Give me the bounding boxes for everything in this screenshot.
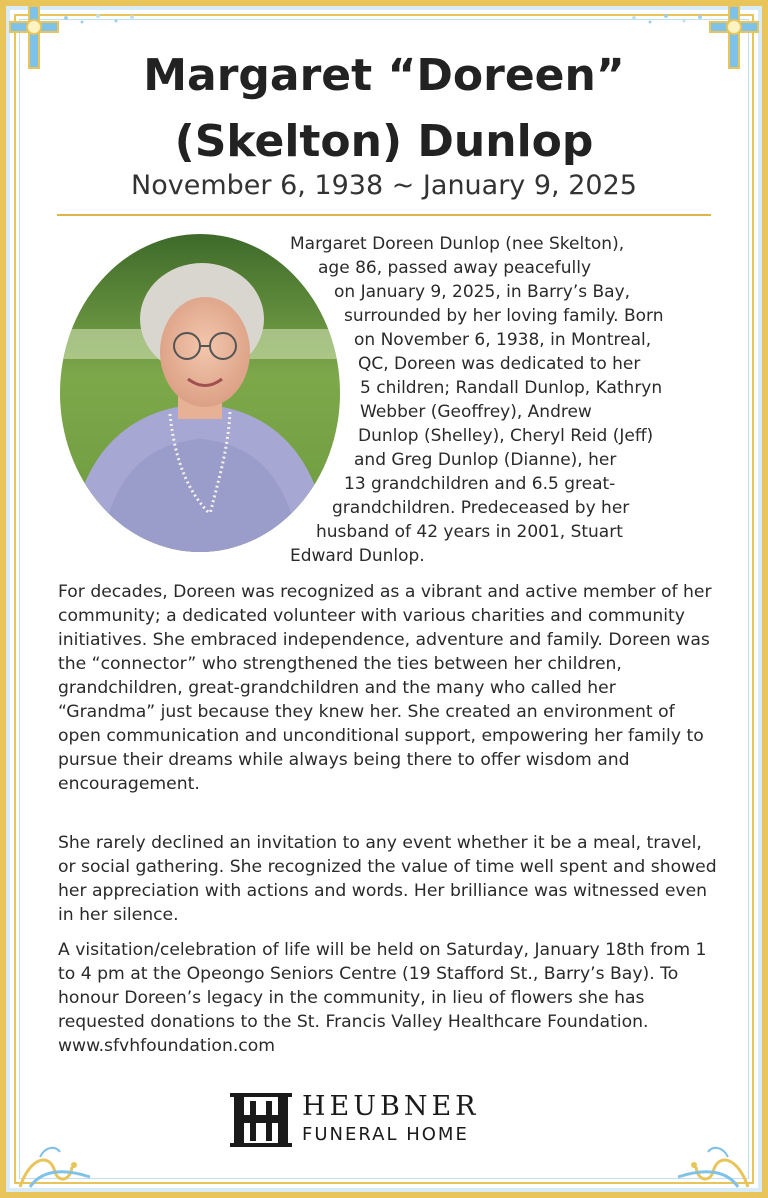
intro-line: 13 grandchildren and 6.5 great- bbox=[344, 474, 616, 494]
intro-line: surrounded by her loving family. Born bbox=[344, 306, 664, 326]
intro-line: QC, Doreen was dedicated to her bbox=[358, 354, 641, 374]
intro-line: Margaret Doreen Dunlop (nee Skelton), bbox=[290, 234, 625, 254]
intro-line: grandchildren. Predeceased by her bbox=[332, 498, 630, 518]
intro-line: on November 6, 1938, in Montreal, bbox=[354, 330, 652, 350]
funeral-home-name: HEUBNER bbox=[302, 1091, 480, 1122]
intro-line: on January 9, 2025, in Barry’s Bay, bbox=[334, 282, 631, 302]
flourish-icon bbox=[10, 1137, 100, 1192]
sparkle-dots-icon bbox=[60, 10, 140, 30]
life-dates: November 6, 1938 ~ January 9, 2025 bbox=[131, 170, 637, 201]
deceased-name-line1: Margaret “Doreen” bbox=[143, 50, 625, 101]
intro-line: Dunlop (Shelley), Cheryl Reid (Jeff) bbox=[358, 426, 654, 446]
paragraph-character: She rarely declined an invitation to any event whether it be a meal, travel, or social gathering. She recognized the value of time well spent and showed her appreciation with actions and words. Her brilliance was witnessed even in her silence. bbox=[58, 833, 717, 925]
deceased-name-line2: (Skelton) Dunlop bbox=[174, 116, 594, 167]
divider bbox=[57, 214, 711, 216]
portrait-photo bbox=[60, 234, 340, 552]
intro-line: 5 children; Randall Dunlop, Kathryn bbox=[360, 378, 663, 398]
intro-line: and Greg Dunlop (Dianne), her bbox=[354, 450, 617, 470]
flourish-icon bbox=[668, 1137, 758, 1192]
intro-line: husband of 42 years in 2001, Stuart bbox=[316, 522, 623, 542]
intro-line: Edward Dunlop. bbox=[290, 546, 425, 566]
funeral-home-subtitle: FUNERAL HOME bbox=[302, 1124, 469, 1145]
paragraph-legacy: For decades, Doreen was recognized as a vibrant and active member of her community; a dedicated volunteer with various charities and community initiatives. She embraced independence, adventure and family. Doreen was the “connector” who strengthened the ties between her children, grandchildren, great-grandchildren and the many who called her “Grandma” just because they knew her. She created an environment of open communication and unconditional support, empowering her family to pursue their dreams while always being there to offer wisdom and encouragement. bbox=[58, 582, 712, 794]
funeral-home-logo-icon bbox=[230, 1091, 292, 1149]
intro-line: age 86, passed away peacefully bbox=[318, 258, 592, 278]
paragraph-visitation: A visitation/celebration of life will be held on Saturday, January 18th from 1 to 4 pm at the Opeongo Seniors Centre (19 Stafford St., Barry’s Bay). To honour Doreen’s legacy in the community, in lieu of flowers she has requested donations to the St. Francis Valley Healthcare Foundation. www.sfvhfoundation.com bbox=[58, 940, 707, 1056]
sparkle-dots-icon bbox=[628, 10, 708, 30]
intro-line: Webber (Geoffrey), Andrew bbox=[360, 402, 592, 422]
funeral-home-logo bbox=[230, 1091, 550, 1149]
